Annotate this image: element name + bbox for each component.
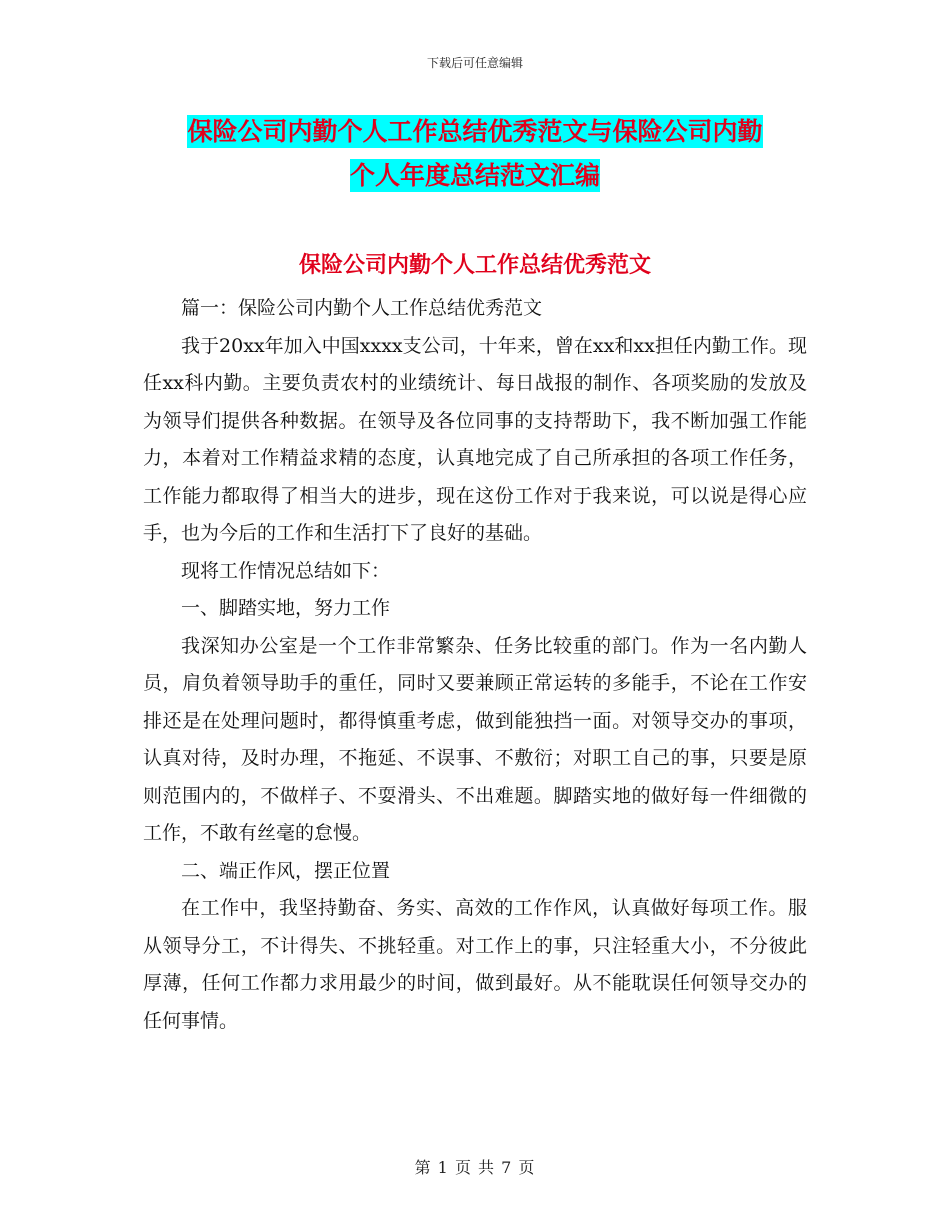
paragraph-intro: 我于20xx年加入中国xxxx支公司，十年来，曾在xx和xx担任内勤工作。现任xx科内勤。主要负责农村的业绩统计、每日战报的制作、各项奖励的发放及为领导们提供各种数据。在领导及各位同事的支持帮助下，我不断加强工作能力，本着对工作精益求精的态度，认真地完成了自己所承担的各项工作任务，工作能力都取得了相当大的进步，现在这份工作对于我来说，可以说是得心应手，也为今后的工作和生活打下了良好的基础。 — [143, 334, 807, 544]
paragraph-summary-lead: 现将工作情况总结如下： — [181, 559, 391, 582]
document-title-line-2: 个人年度总结范文汇编 — [349, 161, 600, 190]
heading-section-2: 二、端正作风，摆正位置 — [181, 859, 391, 882]
paragraph-section-1: 我深知办公室是一个工作非常繁杂、任务比较重的部门。作为一名内勤人员，肩负着领导助手的重任，同时又要兼顾正常运转的多能手，不论在工作安排还是在处理问题时，都得慎重考虑，做到能独挡一面。对领导交办的事项，认真对待，及时办理，不拖延、不误事、不敷衍；对职工自己的事，只要是原则范围内的，不做样子、不耍滑头、不出难题。脚踏实地的做好每一件细微的工作，不敢有丝毫的怠慢。 — [143, 634, 807, 844]
paragraph-part-heading: 篇一：保险公司内勤个人工作总结优秀范文 — [181, 297, 543, 319]
paragraph-section-2: 在工作中，我坚持勤奋、务实、高效的工作作风，认真做好每项工作。服从领导分工，不计得失、不挑轻重。对工作上的事，只注轻重大小，不分彼此厚薄，任何工作都力求用最少的时间，做到最好。从不能耽误任何领导交办的任何事情。 — [143, 897, 807, 1032]
section-title: 保险公司内勤个人工作总结优秀范文 — [298, 253, 651, 278]
page-number: 第 1 页 共 7 页 — [414, 1158, 536, 1177]
header-note: 下载后可任意编辑 — [426, 56, 523, 70]
heading-section-1: 一、脚踏实地，努力工作 — [181, 597, 391, 619]
document-body — [143, 290, 807, 1040]
document-title-line-1: 保险公司内勤个人工作总结优秀范文与保险公司内勤 — [187, 117, 763, 146]
